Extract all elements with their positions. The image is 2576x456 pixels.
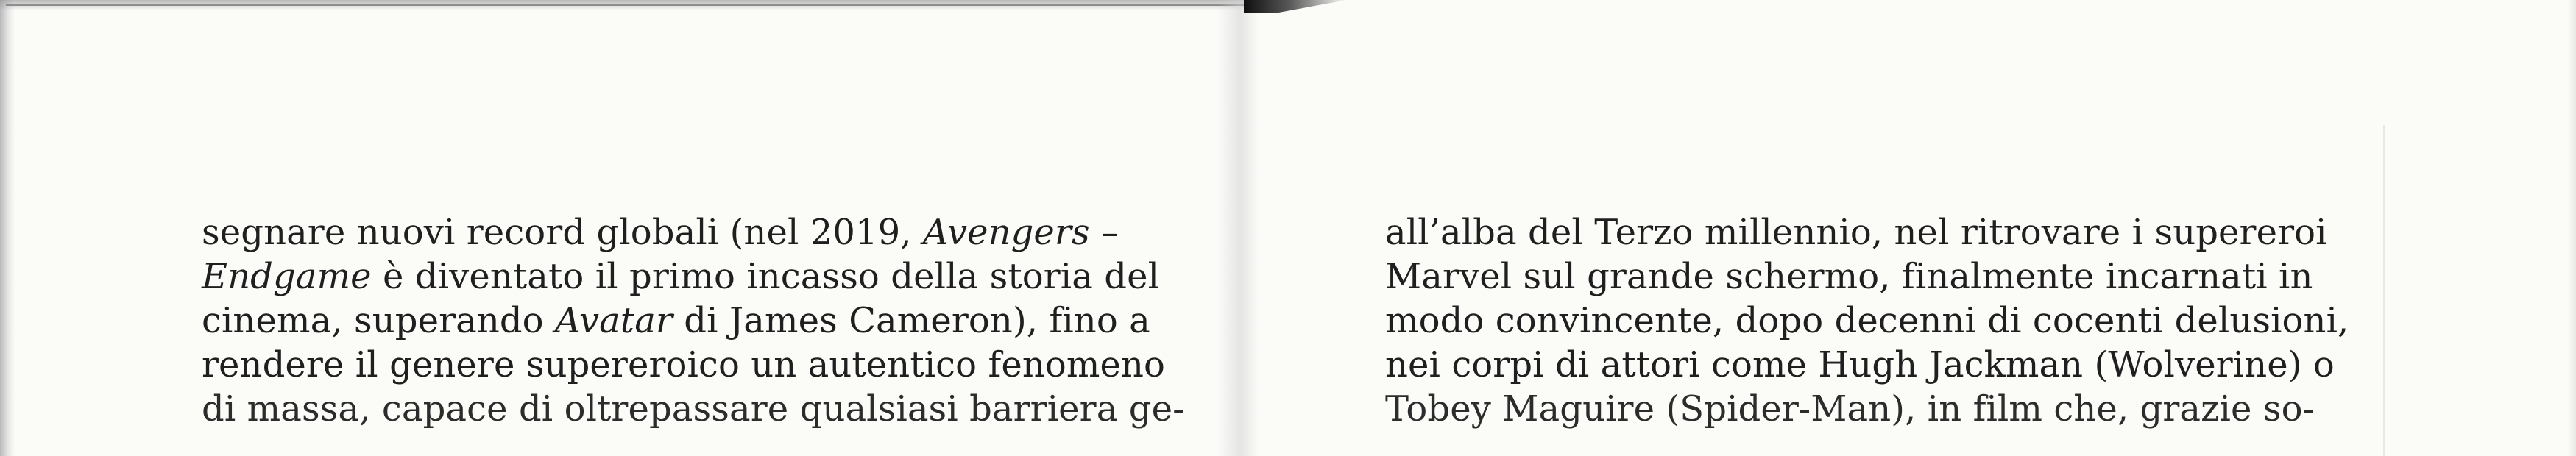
left-page-text <box>202 210 1184 431</box>
right-page-text-segment: all’alba del Terzo millennio, nel ritrovare i supereroi <box>1385 212 2327 253</box>
left-page-text-segment: di massa, capace di oltrepassare qualsiasi barriera ge- <box>202 388 1185 430</box>
right-page-line <box>1385 343 2349 387</box>
left-page-text-segment: è diventato il primo incasso della storia del <box>371 256 1160 297</box>
right-page-text-segment: nei corpi di attori come Hugh Jackman (Wolverine) o <box>1385 344 2335 385</box>
left-page-edge <box>0 0 15 456</box>
left-page-line <box>202 210 1184 254</box>
right-page-text-segment: Tobey Maguire (Spider-Man), in film che, grazie so- <box>1385 388 2315 430</box>
right-page-line <box>1385 210 2349 254</box>
left-page-line <box>202 387 1184 431</box>
left-page-line <box>202 343 1184 387</box>
right-page-corner-shadow <box>1244 0 1347 13</box>
right-page-text <box>1385 210 2349 431</box>
right-page-faint-mark <box>2383 125 2385 456</box>
book-gutter-shadow <box>1218 0 1259 456</box>
left-page-text-segment: rendere il genere supereroico un autentico fenomeno <box>202 344 1166 385</box>
left-page-text-segment-italic: Endgame <box>202 256 372 297</box>
left-page-text-segment: segnare nuovi record globali (nel 2019, <box>202 212 924 253</box>
left-page-text-segment: di James Cameron), fino a <box>672 300 1150 341</box>
right-page-line <box>1385 254 2349 299</box>
right-page-line <box>1385 387 2349 431</box>
left-page-text-segment: – <box>1089 212 1119 253</box>
left-page-top-border <box>6 4 1246 6</box>
right-page-edge <box>2567 0 2576 456</box>
right-page-line <box>1385 299 2349 343</box>
right-page-text-segment: modo convincente, dopo decenni di cocenti delusioni, <box>1385 300 2349 341</box>
left-page-text-segment-italic: Avengers <box>923 212 1090 253</box>
left-page-text-segment-italic: Avatar <box>555 300 673 341</box>
right-page-text-segment: Marvel sul grande schermo, finalmente incarnati in <box>1385 256 2313 297</box>
left-page-line <box>202 254 1184 299</box>
left-page-text-segment: cinema, superando <box>202 300 556 341</box>
left-page-line <box>202 299 1184 343</box>
